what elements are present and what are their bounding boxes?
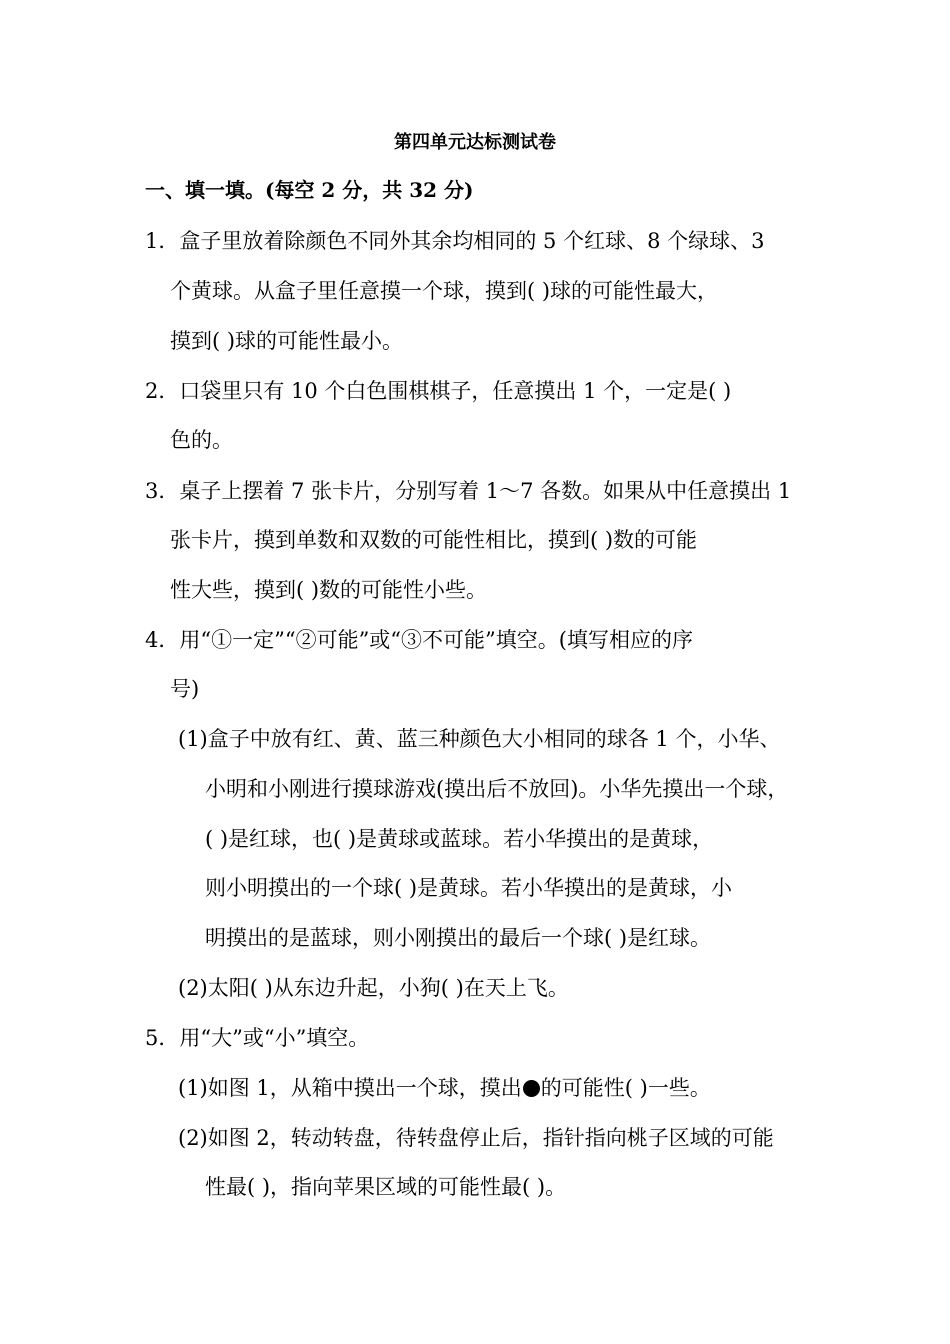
- section-heading: 一、填一填。(每空 2 分，共 32 分): [145, 178, 474, 202]
- black-ball-icon: [523, 1080, 540, 1097]
- q5-part-1-text-before: (1)如图 1，从箱中摸出一个球，摸出: [178, 1076, 522, 1100]
- q5-part-1-text-after: 的可能性( )一些。: [540, 1076, 711, 1100]
- page-title: 第四单元达标测试卷: [394, 132, 556, 153]
